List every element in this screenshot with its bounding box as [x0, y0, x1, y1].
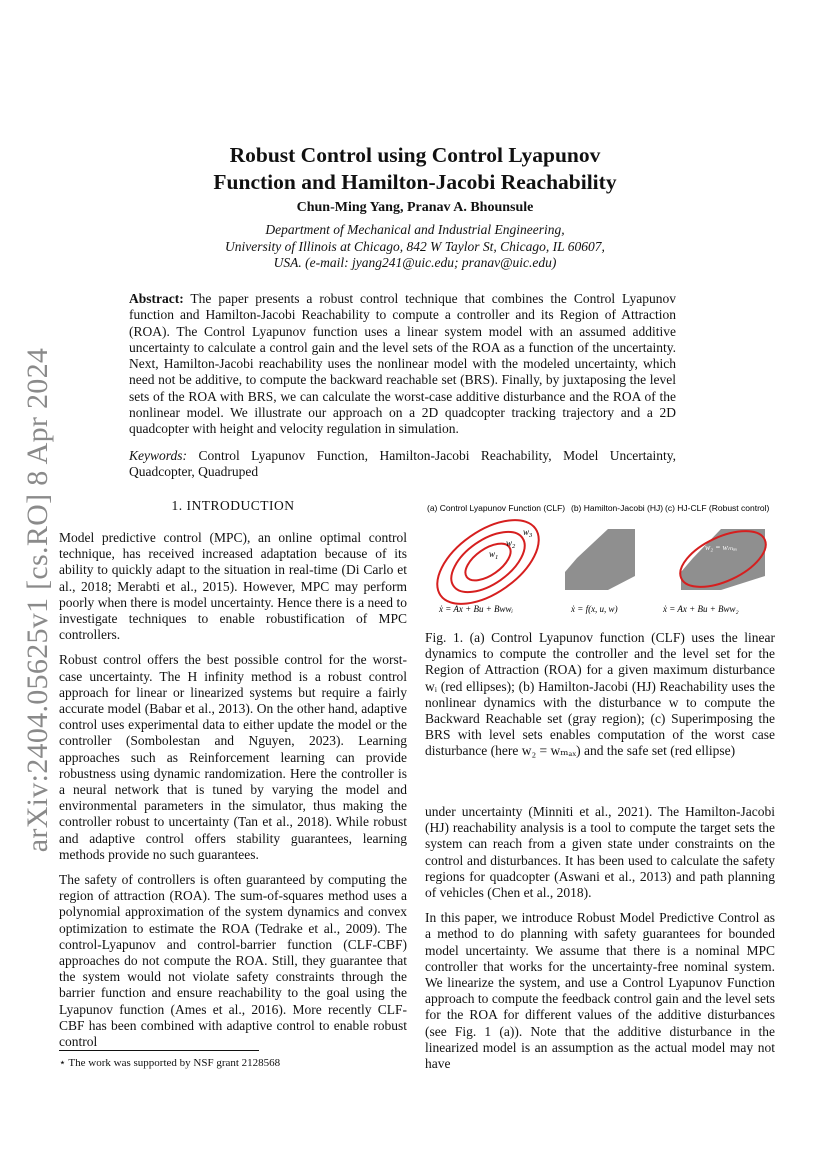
figure-caption: [425, 630, 775, 760]
label-w1: $w_1$: [489, 549, 499, 561]
panel-b-title: (b) Hamilton-Jacobi (HJ): [571, 503, 664, 513]
affiliation-line-3: USA. (e-mail: jyang241@uic.edu; pranav@uic.edu): [273, 255, 557, 270]
affiliation-line-2: University of Illinois at Chicago, 842 W Taylor St, Chicago, IL 60607,: [225, 238, 605, 254]
figure-caption-text: (a) Control Lyapunov function (CLF) uses the linear dynamics to compute the controller and the level set for the Region of Attraction (ROA) for a given maximum disturbance wᵢ (red ellipses); (b) Hamilton-Jacobi (HJ) Reachability uses the nonlinear dynamics with the disturbance w to compute the Backward Reachable set (gray region); (c) Superimposing the BRS with level sets enables computation of the worst case disturbance (here w₂ = wₘₐₓ) and the safe set (red ellipse): [425, 630, 775, 759]
footnote-divider: [59, 1050, 259, 1051]
figure-caption-label: Fig. 1.: [425, 630, 464, 645]
equation-b: ẋ = f(x, u, w): [571, 604, 618, 614]
equation-a: ẋ = Ax + Bu + Bwwᵢ: [439, 604, 513, 614]
paragraph: under uncertainty (Minniti et al., 2021). The Hamilton-Jacobi (HJ) reachability analysis is a tool to compute the target sets the system can reach from a given state under constraints on the control and disturbances. It has been used to calculate the safety regions for quadcopter (Aswani et al., 2013) and path planning of vehicles (Chen et al., 2018).: [425, 804, 775, 901]
keywords-label: Keywords:: [129, 448, 187, 463]
title-line-2: Function and Hamilton-Jacobi Reachability: [213, 170, 617, 194]
backward-reachable-set-c: [681, 529, 765, 590]
footnote: ⋆ The work was supported by NSF grant 2128568: [59, 1057, 281, 1069]
paragraph: Robust control offers the best possible control for the worst-case uncertainty. The H infinity method is a robust control approach for linear or linearized systems but require a fairly accurate model (Babar et al., 2013). On the other hand, adaptive control uses experimental data to either update the model or the controller (Sombolestan and Nguyen, 2023). Learning approaches such as Reinforcement learning can provide robustness using dynamic randomization. Here the controller is a neural network that is tuned by varying the model and environmental parameters in the simulator, thus making the controller robust to uncertainty (Tan et al., 2018). While robust and adaptive control offers stability guarantees, learning methods provide no such guarantees.: [59, 652, 407, 862]
paper-title: [150, 142, 680, 196]
title-line-1: Robust Control using Control Lyapunov: [229, 143, 601, 167]
label-w3: $w_3$: [523, 527, 533, 539]
arxiv-identifier: [18, 347, 58, 853]
left-column: [59, 530, 407, 1050]
keywords: [129, 448, 676, 481]
paragraph: Model predictive control (MPC), an online optimal control technique, has received increased adaptation because of its ability to quickly adapt to the situation in real-time (Di Carlo et al., 2018; Merabti et al., 2015). However, MPC may perform poorly when there is model uncertainty. Hence there is a need to investigate techniques to enable robustification of MPC controllers.: [59, 530, 407, 643]
level-set-w2: [441, 520, 535, 604]
affiliation: [150, 222, 680, 272]
right-column: [425, 804, 775, 1072]
panel-a-title: (a) Control Lyapunov Function (CLF): [427, 503, 566, 513]
abstract-label: Abstract:: [129, 291, 184, 306]
abstract: [129, 291, 676, 438]
figure-1-graphic: [425, 500, 777, 622]
keywords-text: Control Lyapunov Function, Hamilton-Jacobi Reachability, Model Uncertainty, Quadcopter, Quadruped: [129, 448, 677, 480]
backward-reachable-set: [565, 529, 635, 590]
figure-1: [425, 500, 777, 622]
label-wmax: w₂ = wₘₐₓ: [705, 543, 738, 552]
paragraph: In this paper, we introduce Robust Model Predictive Control as a method to do planning with safety guarantees for bounded model uncertainty. We assume that there is a nominal MPC controller that works for the uncertainty-free nominal system. We linearize the system, and use a Control Lyapunov Function approach to compute the feedback control gain and the level sets for the ROA for different values of the additive disturbances (see Fig. 1 (a)). Note that the additive disturbance in the linearized model is an assumption as the actual model may not have: [425, 910, 775, 1072]
paragraph: The safety of controllers is often guaranteed by computing the region of attraction (ROA). The sum-of-squares method uses a polynomial approximation of the system dynamics and convex optimization to estimate the ROA (Tedrake et al., 2009). The control-Lyapunov and control-barrier function (CLF-CBF) approaches do not compute the ROA. Still, they guarantee that the system would not violate safety constraints through the barrier function and ensure reachability to the goal using the Lyapunov function (Ames et al., 2016). More recently CLF-CBF has been combined with adaptive control to enable robust control: [59, 872, 407, 1050]
equation-c: ẋ = Ax + Bu + Bww₂: [663, 604, 739, 614]
panel-c-graphic: [672, 520, 774, 599]
abstract-text: The paper presents a robust control technique that combines the Control Lyapunov function and Hamilton-Jacobi Reachability to compute a controller and its Region of Attraction (ROA). The Control Lyapunov function uses a linear system model with an assumed additive uncertainty to calculate a control gain and the level sets of the ROA as a function of the uncertainty. Next, Hamilton-Jacobi reachability uses the nonlinear model with the modeled uncertainty, which need not be additive, to compute the backward reachable set (BRS). Finally, by juxtaposing the level sets of the ROA with BRS, we can calculate the worst-case additive disturbance and the ROA of the nonlinear model. We illustrate our approach on a 2D quadcopter tracking trajectory and a 2D quadcopter with height and velocity regulation in simulation.: [129, 291, 676, 437]
panel-c-title: (c) HJ-CLF (Robust control): [665, 503, 770, 513]
arxiv-identifier-text: arXiv:2404.05625v1 [cs.RO] 8 Apr 2024: [21, 347, 54, 853]
authors: Chun-Ming Yang, Pranav A. Bhounsule: [296, 200, 534, 215]
section-heading: 1. INTRODUCTION: [171, 498, 295, 513]
label-w2: $w_2$: [506, 538, 516, 550]
affiliation-line-1: Department of Mechanical and Industrial Engineering,: [265, 222, 565, 237]
